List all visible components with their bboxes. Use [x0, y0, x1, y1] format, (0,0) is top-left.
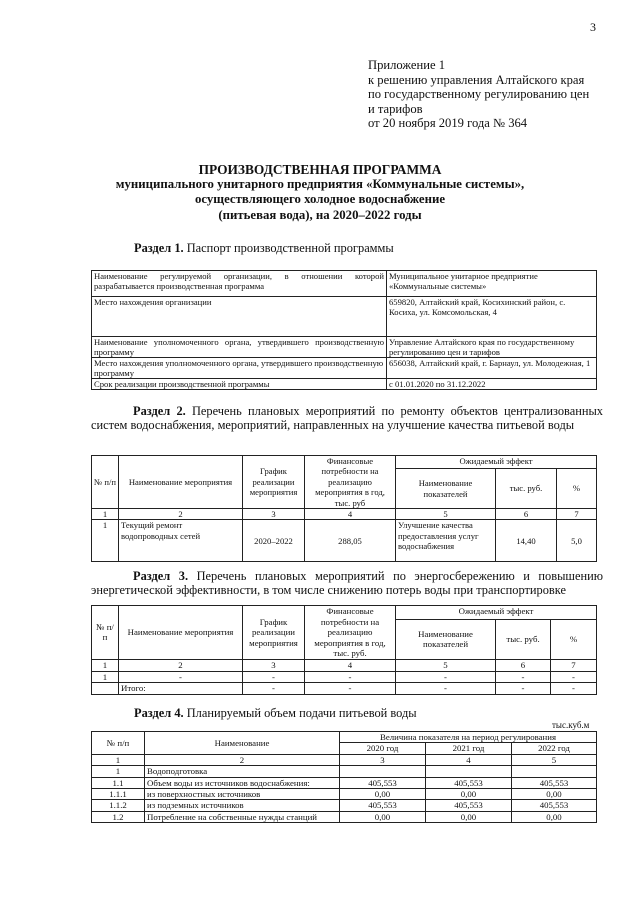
cell-num: 1.1: [92, 777, 145, 788]
header-num: № п/п: [92, 606, 119, 660]
cell-2022: 0,00: [512, 789, 597, 800]
cell-num: 1.1.2: [92, 800, 145, 811]
section-3-table: [91, 605, 597, 695]
header-name: Наименование мероприятия: [119, 456, 243, 509]
cell-num: [92, 683, 119, 695]
section-1-text: Паспорт производственной программы: [183, 241, 394, 255]
cell-name: из поверхностных источников: [145, 789, 340, 800]
header-num: № п/п: [92, 456, 119, 509]
header-schedule: График реализации мероприятия: [243, 456, 305, 509]
section-4-unit: тыс.куб.м: [552, 720, 590, 730]
section-2-text: Перечень плановых мероприятий по ремонту объектов централизованных систем водоснабжения, мероприятий, направленных на улучшение качества питьевой воды: [91, 404, 603, 432]
cell-finance: -: [305, 683, 396, 695]
cell-2020: [340, 766, 426, 777]
program-title: [80, 162, 560, 223]
cell-indicator: Улучшение качества предоставления услуг водоснабжения: [396, 520, 496, 562]
header-effect-sum: тыс. руб.: [496, 469, 557, 509]
col-number: 3: [243, 509, 305, 520]
col-number: 4: [305, 509, 396, 520]
passport-value: Муниципальное унитарное предприятие «Коммунальные системы»: [387, 271, 597, 297]
cell-pct: -: [551, 671, 597, 683]
table-header-row: [92, 456, 597, 469]
col-number: 1: [92, 659, 119, 671]
table-row: [92, 358, 597, 379]
cell-2020: 405,553: [340, 800, 426, 811]
col-number: 2: [145, 754, 340, 765]
passport-label: Наименование уполномоченного органа, утвердившего производственную программу: [92, 337, 387, 358]
cell-num: 1.2: [92, 811, 145, 822]
col-number: 7: [551, 659, 597, 671]
title-line-3: осуществляющего холодное водоснабжение: [194, 192, 446, 207]
appendix-line-3: по государственному регулированию цен: [368, 87, 590, 102]
cell-num: 1.1.1: [92, 789, 145, 800]
section-3-text: Перечень плановых мероприятий по энергосбережению и повышению энергетической эффективности, в том числе снижению потерь воды при транспортировке: [91, 569, 603, 597]
title-line-1: ПРОИЗВОДСТВЕННАЯ ПРОГРАММА: [198, 162, 442, 177]
header-year-2020: 2020 год: [340, 743, 426, 754]
table-row: [92, 520, 597, 562]
section-3-number: Раздел 3.: [133, 569, 189, 583]
passport-label: Срок реализации производственной программы: [92, 379, 387, 390]
header-effect: Ожидаемый эффект: [396, 456, 597, 469]
section-1-table: [91, 270, 597, 390]
col-number: 2: [119, 659, 243, 671]
cell-2021: 405,553: [426, 777, 512, 788]
table-row: [92, 337, 597, 358]
header-num: № п/п: [92, 732, 145, 755]
col-number: 6: [496, 659, 551, 671]
cell-sum: -: [496, 671, 551, 683]
header-effect-pct: %: [557, 469, 597, 509]
title-line-2: муниципального унитарного предприятия «Коммунальные системы»,: [115, 177, 525, 192]
cell-schedule: -: [243, 683, 305, 695]
table-row: [92, 297, 597, 337]
cell-2022: 0,00: [512, 811, 597, 822]
passport-label: Наименование регулируемой организации, в отношении которой разрабатывается производственная программа: [92, 271, 387, 297]
table-row: [92, 777, 597, 788]
cell-name: из подземных источников: [145, 800, 340, 811]
table-row: [92, 789, 597, 800]
passport-label: Место нахождения уполномоченного органа, утвердившего производственную программу: [92, 358, 387, 379]
section-4-table: [91, 731, 597, 823]
appendix-block: [368, 58, 630, 131]
cell-pct: 5,0: [557, 520, 597, 562]
section-1-number: Раздел 1.: [134, 241, 184, 255]
section-4-heading: [134, 706, 417, 720]
cell-2022: [512, 766, 597, 777]
cell-2020: 405,553: [340, 777, 426, 788]
column-number-row: [92, 509, 597, 520]
section-4-text: Планируемый объем подачи питьевой воды: [183, 706, 417, 720]
table-header-row: [92, 606, 597, 620]
col-number: 7: [557, 509, 597, 520]
cell-2022: 405,553: [512, 800, 597, 811]
header-effect-pct: %: [551, 619, 597, 659]
cell-2021: 0,00: [426, 811, 512, 822]
cell-sum: 14,40: [496, 520, 557, 562]
table-row: [92, 766, 597, 777]
cell-finance: 288,05: [305, 520, 396, 562]
col-number: 1: [92, 509, 119, 520]
col-number: 4: [426, 754, 512, 765]
col-number: 2: [119, 509, 243, 520]
column-number-row: [92, 659, 597, 671]
cell-schedule: 2020–2022: [243, 520, 305, 562]
col-number: 1: [92, 754, 145, 765]
header-effect-sum: тыс. руб.: [496, 619, 551, 659]
col-number: 5: [396, 509, 496, 520]
table-row: [92, 800, 597, 811]
section-3-heading: [91, 569, 603, 597]
header-effect-name: Наименование показателей: [396, 469, 496, 509]
header-finance: Финансовые потребности на реализацию мероприятия в год, тыс. руб.: [305, 606, 396, 660]
page-number: 3: [590, 20, 596, 34]
table-row-total: [92, 683, 597, 695]
passport-value: с 01.01.2020 по 31.12.2022: [387, 379, 597, 390]
col-number: 4: [305, 659, 396, 671]
passport-label: Место нахождения организации: [92, 297, 387, 337]
section-4-number: Раздел 4.: [134, 706, 184, 720]
column-number-row: [92, 754, 597, 765]
cell-schedule: -: [243, 671, 305, 683]
header-effect-name: Наименование показателей: [396, 619, 496, 659]
table-row: [92, 671, 597, 683]
appendix-line-4: и тарифов: [368, 101, 423, 116]
header-name: Наименование: [145, 732, 340, 755]
cell-name: Текущий ремонт водопроводных сетей: [119, 520, 243, 562]
col-number: 6: [496, 509, 557, 520]
cell-2020: 0,00: [340, 789, 426, 800]
table-header-row: [92, 732, 597, 743]
cell-name: Итого:: [119, 683, 243, 695]
title-line-4: (питьевая вода), на 2020–2022 годы: [218, 207, 422, 222]
table-row: [92, 379, 597, 390]
header-values: Величина показателя на период регулирования: [340, 732, 597, 743]
cell-name: -: [119, 671, 243, 683]
appendix-line-1: Приложение 1: [368, 58, 446, 72]
section-1-heading: [134, 241, 394, 255]
passport-value: 659820, Алтайский край, Косихинский район, с. Косиха, ул. Комсомольская, 4: [387, 297, 597, 337]
cell-num: 1: [92, 520, 119, 562]
passport-value: 656038, Алтайский край, г. Барнаул, ул. Молодежная, 1: [387, 358, 597, 379]
table-row: [92, 271, 597, 297]
col-number: 5: [512, 754, 597, 765]
section-2-table: [91, 455, 597, 562]
col-number: 3: [243, 659, 305, 671]
cell-indicator: -: [396, 683, 496, 695]
cell-pct: -: [551, 683, 597, 695]
cell-num: 1: [92, 671, 119, 683]
cell-finance: -: [305, 671, 396, 683]
cell-name: Объем воды из источников водоснабжения:: [145, 777, 340, 788]
col-number: 3: [340, 754, 426, 765]
col-number: 5: [396, 659, 496, 671]
cell-indicator: -: [396, 671, 496, 683]
cell-2021: 405,553: [426, 800, 512, 811]
header-effect: Ожидаемый эффект: [396, 606, 597, 620]
header-year-2022: 2022 год: [512, 743, 597, 754]
header-schedule: График реализации мероприятия: [243, 606, 305, 660]
header-finance: Финансовые потребности на реализацию мероприятия в год, тыс. руб: [305, 456, 396, 509]
cell-sum: -: [496, 683, 551, 695]
appendix-line-5: от 20 ноября 2019 года № 364: [368, 116, 528, 131]
cell-num: 1: [92, 766, 145, 777]
cell-2022: 405,553: [512, 777, 597, 788]
section-2-number: Раздел 2.: [133, 404, 186, 418]
cell-2020: 0,00: [340, 811, 426, 822]
appendix-line-2: к решению управления Алтайского края: [368, 72, 585, 87]
section-2-heading: [91, 404, 603, 432]
cell-2021: [426, 766, 512, 777]
cell-name: Потребление на собственные нужды станций: [145, 811, 340, 822]
cell-name: Водоподготовка: [145, 766, 340, 777]
header-year-2021: 2021 год: [426, 743, 512, 754]
header-name: Наименование мероприятия: [119, 606, 243, 660]
passport-value: Управление Алтайского края по государственному регулированию цен и тарифов: [387, 337, 597, 358]
cell-2021: 0,00: [426, 789, 512, 800]
table-row: [92, 811, 597, 822]
